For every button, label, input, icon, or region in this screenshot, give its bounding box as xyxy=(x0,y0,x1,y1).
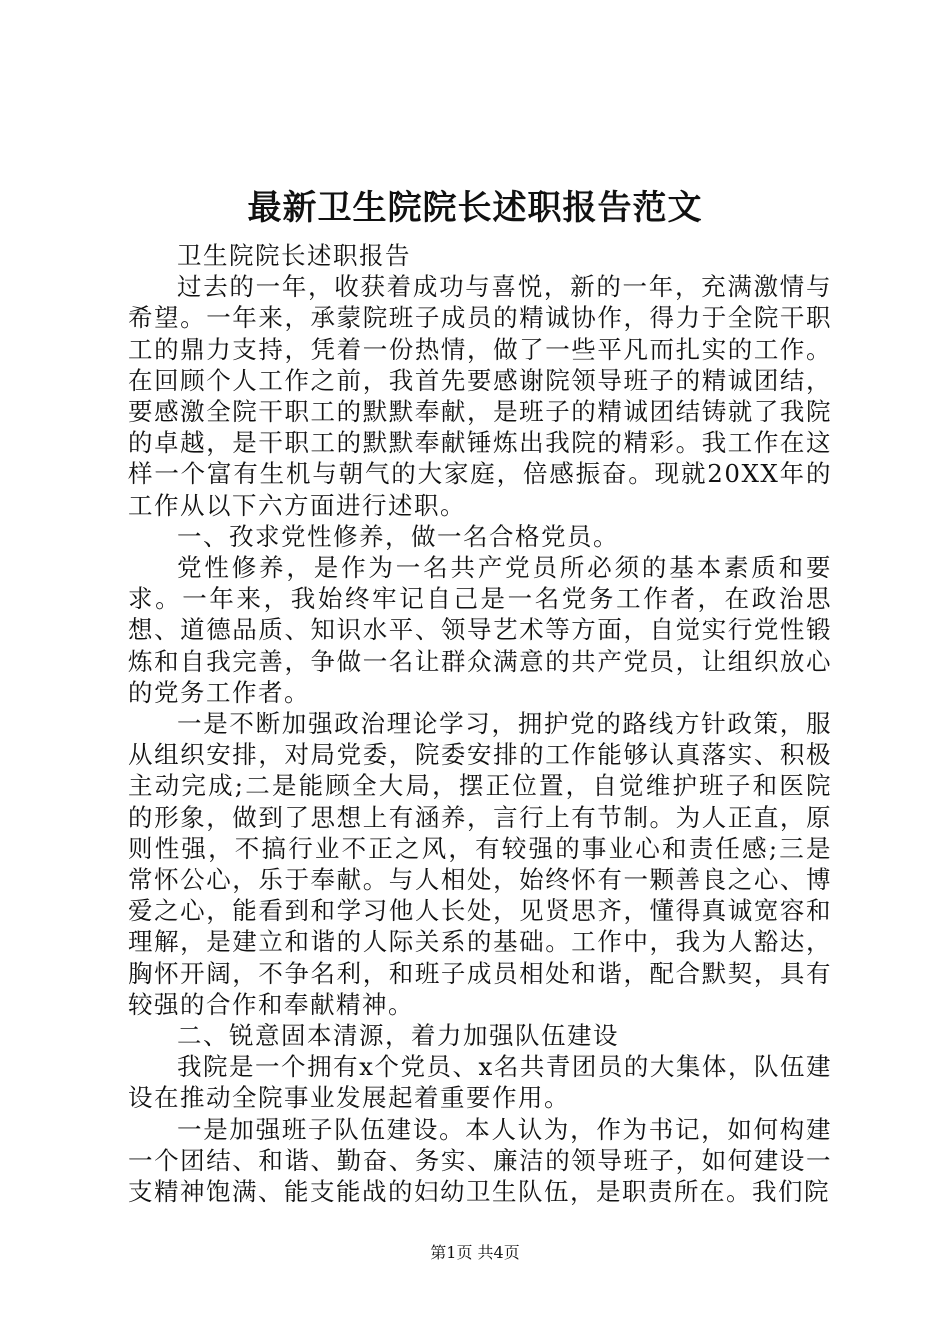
document-title: 最新卫生院院长述职报告范文 xyxy=(247,188,703,228)
paragraph: 一是加强班子队伍建设。本人认为，作为书记，如何构建一个团结、和谐、勤奋、务实、廉洁的领导班子，如何建设一支精神饱满、能支能战的妇幼卫生队伍，是职责所在。我们院 xyxy=(128,1114,832,1207)
document-body xyxy=(128,240,832,1207)
paragraph: 一是不断加强政治理论学习，拥护党的路线方针政策，服从组织安排，对局党委，院委安排的工作能够认真落实、积极主动完成;二是能顾全大局，摆正位置，自觉维护班子和医院的形象，做到了思想上有涵养，言行上有节制。为人正直，原则性强，不搞行业不正之风，有较强的事业心和责任感;三是常怀公心，乐于奉献。与人相处，始终怀有一颗善良之心、博爱之心，能看到和学习他人长处，见贤思齐，懂得真诚宽容和理解，是建立和谐的人际关系的基础。工作中，我为人豁达，胸怀开阔，不争名利，和班子成员相处和谐，配合默契，具有较强的合作和奉献精神。 xyxy=(128,709,832,1019)
paragraph: 我院是一个拥有x个党员、x名共青团员的大集体，队伍建设在推动全院事业发展起着重要作用。 xyxy=(128,1052,832,1113)
paragraph-intro: 过去的一年，收获着成功与喜悦，新的一年，充满激情与希望。一年来，承蒙院班子成员的精诚协作，得力于全院干职工的鼎力支持，凭着一份热情，做了一些平凡而扎实的工作。在回顾个人工作之前，我首先要感谢院领导班子的精诚团结，要感激全院干职工的默默奉献，是班子的精诚团结铸就了我院的卓越，是干职工的默默奉献锤炼出我院的精彩。我工作在这样一个富有生机与朝气的大家庭，倍感振奋。现就20XX年的工作从以下六方面进行述职。 xyxy=(128,272,832,520)
section-heading-1: 一、孜求党性修养，做一名合格党员。 xyxy=(177,521,619,551)
page-footer: 第1页 共4页 xyxy=(430,1243,520,1262)
section-heading-2: 二、锐意固本清源，着力加强队伍建设 xyxy=(177,1021,619,1051)
paragraph-subtitle: 卫生院院长述职报告 xyxy=(177,241,411,270)
paragraph: 党性修养，是作为一名共产党员所必须的基本素质和要求。一年来，我始终牢记自己是一名党务工作者，在政治思想、道德品质、知识水平、领导艺术等方面，自觉实行党性锻炼和自我完善，争做一名让群众满意的共产党员，让组织放心的党务工作者。 xyxy=(128,553,832,707)
